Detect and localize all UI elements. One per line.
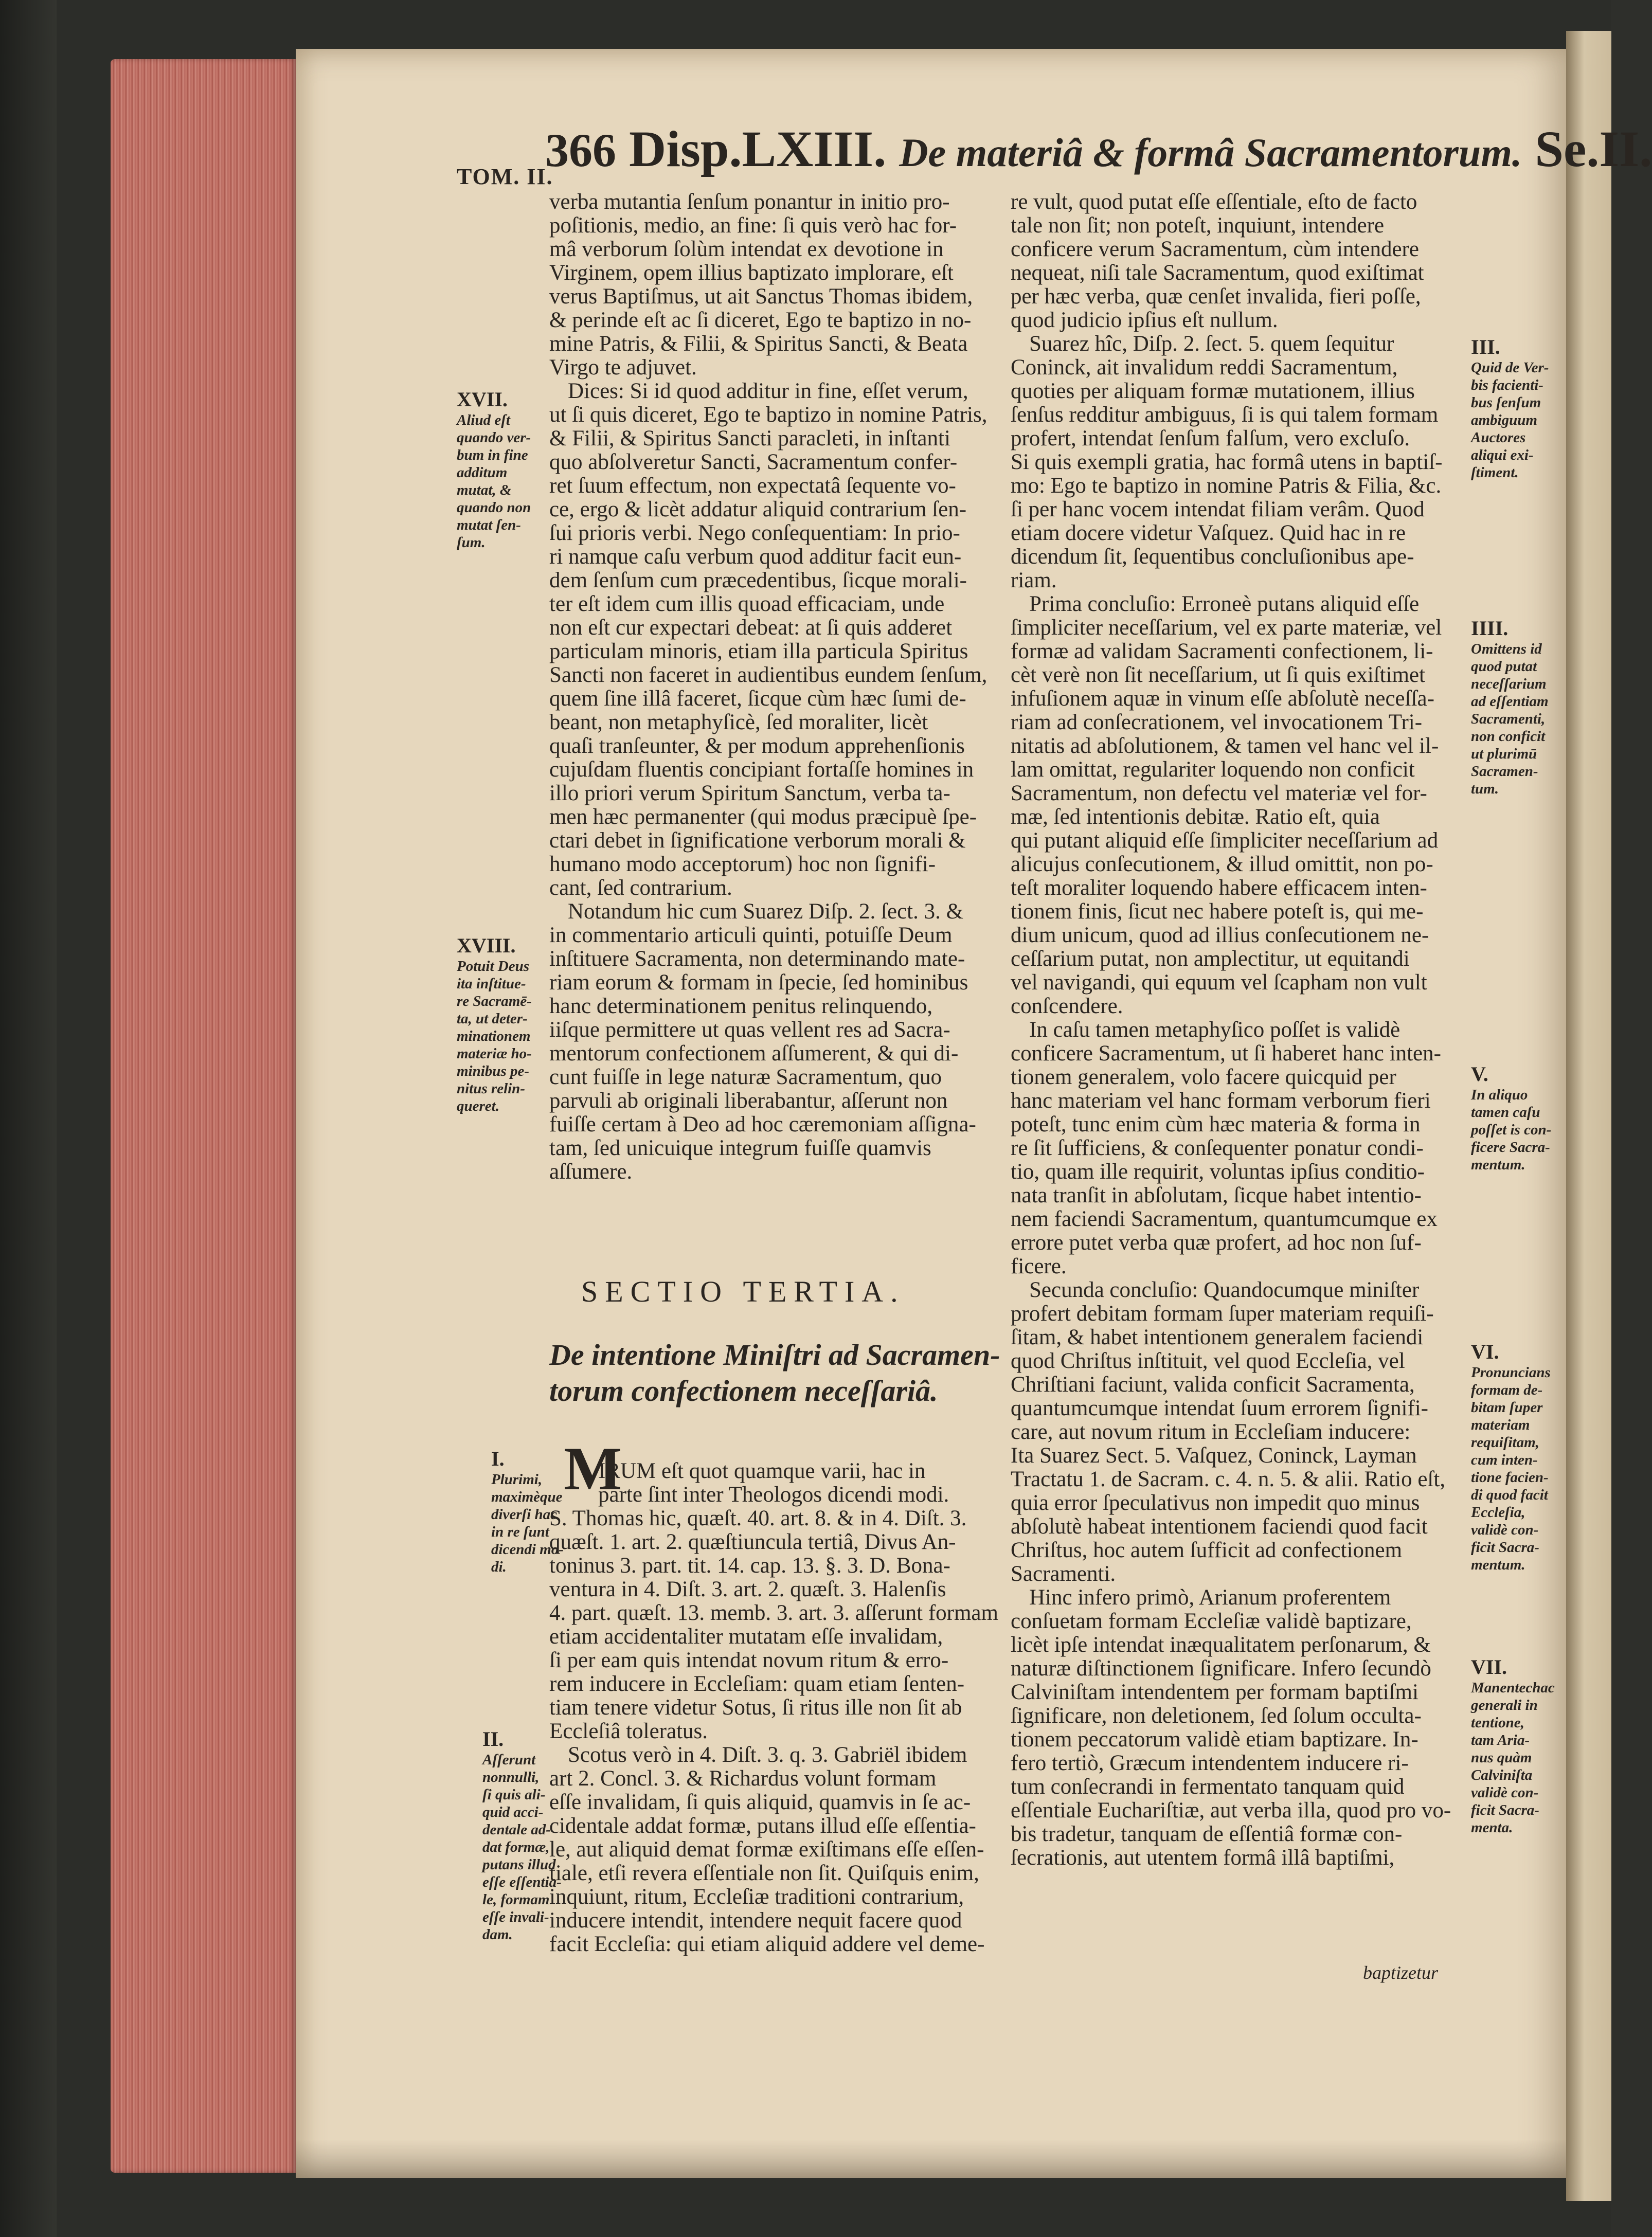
text-line: inquiunt, ritum, Eccleſiæ traditioni contrarium, — [549, 1885, 964, 1909]
section-subtitle-line: De intentione Miniſtri ad Sacramen- — [549, 1338, 1000, 1372]
marginal-note-line: non conficit — [1471, 728, 1546, 745]
text-line: fuiſſe certam à Deo ad hoc cæremoniam aſſigna- — [549, 1112, 976, 1136]
catchword: baptizetur — [1363, 1962, 1439, 1983]
text-line: riam eorum & formam in ſpecie, ſed hominibus — [549, 970, 968, 995]
marginal-note-line: minibus pe- — [457, 1063, 529, 1079]
text-line: qui putant aliquid eſſe ſimpliciter neceſſarium ad — [1011, 828, 1439, 853]
text-line: conficere Sacramentum, ut ſi haberet hanc inten- — [1011, 1041, 1441, 1066]
text-line: Virginem, opem illius baptizato implorare, eſt — [549, 261, 954, 285]
text-line: dem ſenſum cum præcedentibus, ſicque morali- — [549, 568, 967, 592]
text-line: toninus 3. part. tit. 14. cap. 13. §. 3. D. Bona- — [549, 1554, 950, 1578]
marginal-note-line: diverſi hac — [491, 1506, 558, 1523]
marginal-note-line: additum — [457, 464, 508, 481]
marginal-note-line: quod putat — [1471, 658, 1537, 675]
marginal-note-line: tum. — [1471, 781, 1499, 797]
marginal-note-line: re Sacramē- — [457, 993, 532, 1009]
marginal-note-line: nitus relin- — [457, 1080, 525, 1097]
text-line: cidentale addat formæ, putans illud eſſe eſſentia- — [549, 1814, 976, 1838]
marginal-note-line: queret. — [457, 1098, 499, 1114]
text-line: ce, ergo & licèt addatur aliquid contrarium ſen- — [549, 497, 967, 521]
text-line: profert, intendat ſenſum falſum, vero excluſo. — [1011, 426, 1410, 450]
text-line: inducere intendit, intendere nequit facere quod — [549, 1908, 962, 1933]
text-line: ſitam, & habet intentionem generalem faciendi — [1011, 1325, 1424, 1349]
facing-page-edge — [1566, 31, 1611, 2201]
text-line: ſimpliciter neceſſarium, vel ex parte materiæ, vel — [1011, 616, 1442, 640]
text-line: ut ſi quis diceret, Ego te baptizo in nomine Patris, — [549, 403, 987, 427]
marginal-note-line: requiſitam, — [1471, 1434, 1539, 1451]
text-line: cujuſdam fluentis concipiant fortaſſe homines in — [549, 757, 974, 782]
marginal-note-number: XVII. — [457, 388, 508, 411]
text-line: tiam tenere videtur Sotus, ſi ritus ille non ſit ab — [549, 1695, 962, 1720]
text-line: care, aut novum ritum in Eccleſiam inducere: — [1011, 1420, 1411, 1444]
marginal-note-line: Aliud eſt — [457, 412, 510, 428]
text-line: bis tradetur, tanquam de eſſentiâ formæ con- — [1011, 1822, 1403, 1846]
marginal-note-line: mentum. — [1471, 1157, 1525, 1173]
text-line: Virgo te adjuvet. — [549, 355, 697, 380]
marginal-note-line: Omittens id — [1471, 641, 1542, 657]
text-line: Sacramentum, non defectu vel materiæ vel for- — [1011, 781, 1427, 805]
text-line: 4. part. quæſt. 13. memb. 3. art. 3. aſſerunt formam — [549, 1601, 998, 1625]
text-line: riam. — [1011, 568, 1057, 592]
text-line: particulam minoris, etiam illa particula Spiritus — [549, 639, 968, 663]
text-line: ctari debet in ſignificatione verborum morali & — [549, 828, 966, 853]
marginal-note-line: ut plurimū — [1471, 746, 1537, 762]
text-line: quia error ſpeculativus non impedit quo minus — [1011, 1491, 1420, 1515]
marginal-note-line: Calviniſta — [1471, 1767, 1533, 1783]
text-line: quantumcumque intendat ſuum errorem ſignifi- — [1011, 1396, 1429, 1420]
marginal-note — [491, 1447, 564, 1576]
text-line: Scotus verò in 4. Diſt. 3. q. 3. Gabriël ibidem — [568, 1743, 967, 1767]
running-head — [545, 119, 1652, 178]
marginal-note — [1471, 617, 1549, 798]
text-line: vel navigandi, qui equum vel ſcapham non vult — [1011, 970, 1427, 995]
marginal-note-line: Manentechac — [1471, 1680, 1555, 1696]
text-line: ter eſt idem cum illis quoad efficaciam, unde — [549, 592, 945, 616]
text-line: Prima concluſio: Erroneè putans aliquid eſſe — [1029, 592, 1420, 616]
text-line: Calviniſtam intendentem per formam baptiſmi — [1011, 1680, 1418, 1704]
red-page-edges — [111, 59, 296, 2173]
marginal-note-number: VII. — [1471, 1655, 1507, 1679]
text-line: quaſi tranſeunter, & per modum apprehenſionis — [549, 734, 965, 758]
marginal-note-number: I. — [491, 1447, 505, 1470]
page-title: De materiâ & formâ Sacramentorum. — [899, 130, 1522, 175]
text-line: inſtituere Sacramenta, non determinando mate- — [549, 947, 965, 971]
marginal-note-line: tam Aria- — [1471, 1732, 1530, 1748]
marginal-note-line: menta. — [1471, 1819, 1513, 1836]
marginal-note-line: Auctores — [1471, 429, 1526, 446]
text-line: eſſe invalidam, ſi quis aliquid, quamvis in ſe ac- — [549, 1790, 971, 1814]
text-line: ret ſuum effectum, non expectatâ ſequente vo- — [549, 474, 956, 498]
text-line: tionem finis, ſicut nec habere poteſt is, qui me- — [1011, 899, 1424, 924]
text-line: art 2. Concl. 3. & Richardus volunt formam — [549, 1766, 937, 1791]
marginal-note — [457, 388, 531, 551]
marginal-note — [1471, 1655, 1555, 1836]
marginal-note-line: bitam ſuper — [1471, 1399, 1543, 1416]
text-line: Suarez hîc, Diſp. 2. ſect. 5. quem ſequitur — [1029, 332, 1394, 356]
marginal-note-line: ambiguum — [1471, 412, 1537, 428]
text-line: nata tranſit in abſolutam, ſicque habet intentio- — [1011, 1183, 1422, 1207]
marginal-note-line: validè con- — [1471, 1784, 1539, 1801]
text-line: riam ad conſecrationem, vel invocationem Tri- — [1011, 710, 1423, 734]
marginal-note-line: materiæ ho- — [457, 1045, 532, 1062]
marginal-note — [457, 934, 532, 1115]
marginal-note-line: Aſſerunt — [482, 1752, 536, 1768]
marginal-note-line: dam. — [482, 1926, 513, 1943]
marginal-note-number: III. — [1471, 335, 1500, 358]
marginal-note-line: ſum. — [457, 534, 486, 551]
text-line: ſignificare, non deletionem, ſed ſolum occulta- — [1011, 1704, 1422, 1728]
text-line: Sancti non faceret in audientibus eundem ſenſum, — [549, 663, 987, 687]
text-line: fero tertiò, Græcum intendentem inducere ri- — [1011, 1751, 1409, 1775]
marginal-note-line: in re ſunt — [491, 1524, 549, 1540]
marginal-note-line: dentale ad- — [482, 1821, 551, 1838]
marginal-note-line: bum in fine — [457, 447, 528, 463]
marginal-note-number: II. — [482, 1727, 504, 1751]
text-line: ſi per hanc vocem intendat filiam verâm. Quod — [1011, 497, 1425, 521]
text-line: cèt verè non ſit neceſſarium, ut ſi quis exiſtimet — [1011, 663, 1426, 687]
text-line: verus Baptiſmus, ut ait Sanctus Thomas ibidem, — [549, 284, 973, 309]
text-line: ſecrationis, aut utentem formâ illâ baptiſmi, — [1011, 1846, 1395, 1870]
text-line: men hæc permanenter (qui modus præcipuè ſpe- — [549, 805, 977, 829]
text-line: hanc materiam vel hanc formam verborum fieri — [1011, 1089, 1431, 1113]
marginal-note-line: ficere Sacra- — [1471, 1139, 1550, 1156]
text-line: lam omittat, regulariter loquendo non conficit — [1011, 757, 1415, 782]
right-column — [1011, 190, 1458, 1870]
text-line: dicendum ſit, ſequentibus concluſionibus ape- — [1011, 545, 1414, 569]
text-line: Chriſtiani faciunt, valida conficit Sacramenta, — [1011, 1373, 1415, 1397]
marginal-note-line: Sacramenti, — [1471, 711, 1546, 727]
text-line: beant, non metaphyſicè, ſed moraliter, licèt — [549, 710, 928, 734]
text-line: eſſentiale Euchariſtiæ, aut verba illa, quod pro vo- — [1011, 1798, 1451, 1823]
marginal-note-number: VI. — [1471, 1340, 1499, 1363]
text-line: infuſionem aquæ in vinum eſſe abſolutè neceſſa- — [1011, 687, 1434, 711]
text-line: Si quis exempli gratia, hac formâ utens in baptiſ- — [1011, 450, 1443, 474]
text-line: cunt fuiſſe in lege naturæ Sacramentum, quo — [549, 1065, 942, 1089]
text-line: quo abſolveretur Sancti, Sacramentum confer- — [549, 450, 958, 474]
text-line: mentorum confectionem aſſumerent, & qui di- — [549, 1041, 959, 1066]
text-line: poſitionis, medio, an fine: ſi quis verò hac for- — [549, 213, 957, 238]
text-line: etiam accidentaliter mutatam eſſe invalidam, — [549, 1625, 943, 1649]
text-line: & Filii, & Spiritus Sancti paracleti, in inſtanti — [549, 426, 950, 450]
marginal-note-line: ſi quis ali- — [482, 1787, 546, 1803]
marginal-note-line: Potuit Deus — [457, 958, 529, 975]
text-line: parte ſint inter Theologos dicendi modi. — [598, 1483, 949, 1507]
text-line: quoties per aliquam formæ mutationem, illius — [1011, 379, 1415, 403]
marginal-note-line: formam de- — [1471, 1382, 1543, 1398]
marginal-note-line: minationem — [457, 1028, 531, 1044]
text-line: ſui prioris verbi. Nego conſequentiam: In prio- — [549, 521, 960, 545]
marginal-note-line: tione facien- — [1471, 1469, 1549, 1486]
text-line: Eccleſiâ toleratus. — [549, 1719, 708, 1743]
volume-label: TOM. II. — [457, 164, 553, 189]
marginal-note-line: quando non — [457, 499, 531, 516]
text-line: & perinde eſt ac ſi diceret, Ego te baptizo in no- — [549, 308, 972, 332]
drop-cap: M — [564, 1434, 622, 1503]
section-label: Se.II. — [1535, 120, 1652, 177]
marginal-note-line: Quid de Ver- — [1471, 359, 1549, 376]
text-line: conſcendere. — [1011, 994, 1123, 1018]
text-line: tale non ſit; non poteſt, inquiunt, intendere — [1011, 213, 1385, 238]
marginal-note-line: poſſet is con- — [1471, 1122, 1552, 1138]
left-column — [549, 190, 1002, 1184]
text-line: naturæ diſtinctionem ſignificare. Infero ſecundò — [1011, 1656, 1431, 1681]
marginal-note — [1471, 335, 1549, 481]
marginal-note-line: mutat, & — [457, 482, 512, 498]
marginal-note-line: di quod facit — [1471, 1487, 1548, 1503]
text-line: verba mutantia ſenſum ponantur in initio pro- — [549, 190, 950, 214]
text-line: non eſt cur expectari debeat: at ſi quis adderet — [549, 616, 953, 640]
marginal-note-line: maximèque — [491, 1489, 563, 1505]
text-line: ſenſus redditur ambiguus, ſi is qui talem formam — [1011, 403, 1439, 427]
marginal-note-line: bis facienti- — [1471, 377, 1543, 393]
text-line: quem ſine illâ faceret, ſicque cùm hæc ſumi de- — [549, 687, 966, 711]
text-line: mâ verborum ſolùm intendat ex devotione in — [549, 237, 944, 261]
marginal-note-line: Plurimi, — [491, 1471, 543, 1488]
text-line: le, aut aliquid demat formæ exiſtimans eſſe eſſen- — [549, 1837, 984, 1862]
text-line: Notandum hic cum Suarez Diſp. 2. ſect. 3. & — [568, 899, 964, 924]
marginal-note — [482, 1727, 562, 1943]
marginal-note-line: quando ver- — [457, 429, 531, 446]
text-line: Sacramenti. — [1011, 1562, 1116, 1586]
marginal-note-line: ita inſtitue- — [457, 976, 526, 992]
text-line: Coninck, ait invalidum reddi Sacramentum, — [1011, 355, 1398, 380]
text-line: Secunda concluſio: Quandocumque miniſter — [1029, 1278, 1420, 1302]
page-number: 366 — [545, 124, 616, 176]
marginal-note-line: ficit Sacra- — [1471, 1802, 1539, 1818]
text-line: illo priori verum Spiritum Sanctum, verba ta- — [549, 781, 950, 805]
marginal-note-line: eſſe invali- — [482, 1909, 549, 1925]
marginal-note-line: putans illud — [482, 1856, 556, 1873]
text-line: Dices: Si id quod additur in fine, eſſet verum, — [568, 379, 968, 403]
marginal-note-line: ſtiment. — [1471, 464, 1519, 481]
text-line: In caſu tamen metaphyſico poſſet is validè — [1029, 1018, 1400, 1042]
text-line: etiam docere videtur Vaſquez. Quid hac in re — [1011, 521, 1406, 545]
text-line: dium unicum, quod ad illius conſecutionem ne- — [1011, 923, 1429, 947]
text-line: ceſſarium putat, non amplectitur, ut equitandi — [1011, 947, 1410, 971]
marginal-note-line: ad eſſentiam — [1471, 693, 1549, 710]
text-line: ventura in 4. Diſt. 3. art. 2. quæſt. 3. Halenſis — [549, 1577, 946, 1601]
text-line: mæ, ſed intentionis debitæ. Ratio eſt, quia — [1011, 805, 1380, 829]
text-line: re vult, quod putat eſſe eſſentiale, eſto de facto — [1011, 190, 1417, 214]
marginal-note-line: dat formæ, — [482, 1839, 550, 1855]
marginal-note-line: eſſe eſſentia- — [482, 1874, 562, 1890]
text-line: cant, ſed contrarium. — [549, 876, 732, 900]
marginal-note-line: ficit Sacra- — [1471, 1539, 1539, 1556]
marginal-note — [1471, 1340, 1551, 1574]
text-line: licèt ipſe intendat inæqualitatem perſonarum, & — [1011, 1633, 1431, 1657]
marginal-note-line: ta, ut deter- — [457, 1011, 528, 1027]
text-line: conficere verum Sacramentum, cùm intendere — [1011, 237, 1419, 261]
text-line: tionem generalem, volo facere quicquid per — [1011, 1065, 1396, 1089]
marginal-note-line: di. — [491, 1559, 507, 1575]
text-line: errore putet verba quæ profert, ad hoc non ſuf- — [1011, 1231, 1422, 1255]
text-line: conſuetam formam Eccleſiæ validè baptizare, — [1011, 1609, 1412, 1633]
marginal-note-line: tentione, — [1471, 1715, 1524, 1731]
marginal-note-line: In aliquo — [1471, 1087, 1528, 1103]
binding-edge — [0, 0, 57, 2237]
text-line: formæ ad validam Sacramenti confectionem, li- — [1011, 639, 1433, 663]
marginal-note-number: XVIII. — [457, 934, 516, 957]
text-line: iiſque permittere ut quas vellent res ad Sacra- — [549, 1018, 950, 1042]
left-column-bottom — [549, 1459, 1002, 1956]
marginal-note-line: dicendi mo- — [491, 1541, 564, 1558]
marginal-note-line: Eccleſia, — [1471, 1504, 1525, 1521]
text-line: quod judicio ipſius eſt nullum. — [1011, 308, 1278, 332]
text-line: abſolutè habeat intentionem faciendi quod facit — [1011, 1514, 1428, 1539]
text-line: teſt moraliter loquendo habere efficacem inten- — [1011, 876, 1427, 900]
text-line: tio, quam ille requirit, voluntas ipſius conditio- — [1011, 1160, 1425, 1184]
text-line: parvuli ab originali liberabantur, aſſerunt non — [549, 1089, 948, 1113]
text-line: Chriſtus, hoc autem ſufficit ad confectionem — [1011, 1538, 1403, 1562]
text-line: re ſit ſufficiens, & conſequenter ponatur condi- — [1011, 1136, 1424, 1160]
marginal-note-line: le, formam — [482, 1891, 550, 1908]
page-shadow — [296, 2139, 1566, 2178]
right-column-text — [1011, 190, 1458, 1870]
disputation-label: Disp.LXIII. — [629, 120, 887, 177]
marginal-note-line: quid acci- — [482, 1804, 544, 1820]
text-line: nequeat, niſi tale Sacramentum, quod exiſtimat — [1011, 261, 1424, 285]
text-line: poteſt, tunc enim cùm hæc materia & forma in — [1011, 1112, 1421, 1136]
marginal-note-line: nonnulli, — [482, 1769, 540, 1785]
text-line: quod Chriſtus inſtituit, vel quod Eccleſia, vel — [1011, 1349, 1405, 1373]
marginal-note-line: generali in — [1471, 1697, 1538, 1713]
marginal-note-line: bus ſenſum — [1471, 394, 1541, 411]
text-line: hanc determinationem penitus relinquendo, — [549, 994, 933, 1018]
text-line: Hinc infero primò, Arianum proferentem — [1029, 1585, 1391, 1610]
marginal-note-line: Pronuncians — [1471, 1364, 1551, 1381]
text-line: ri namque caſu verbum quod additur facit eun- — [549, 545, 962, 569]
section-subtitle — [549, 1337, 1000, 1409]
marginal-note-line: validè con- — [1471, 1522, 1539, 1538]
text-line: tum conſecrandi in fermentato tanquam quid — [1011, 1775, 1405, 1799]
text-line: tam, ſed unicuique integrum fuiſſe quamvis — [549, 1136, 931, 1160]
text-line: alicujus conſecutionem, & illud omittit, non po- — [1011, 852, 1433, 876]
text-line: humano modo acceptorum) hoc non ſignifi- — [549, 852, 936, 876]
marginal-note-number: IIII. — [1471, 617, 1509, 640]
marginal-note-line: materiam — [1471, 1417, 1530, 1433]
marginal-note-line: neceſſarium — [1471, 676, 1547, 692]
text-line: profert debitam formam ſuper materiam requiſi- — [1011, 1302, 1434, 1326]
section-subtitle-line: torum confectionem neceſſariâ. — [549, 1374, 938, 1408]
text-line: quæſt. 1. art. 2. quæſtiuncula tertiâ, Divus An- — [549, 1530, 956, 1554]
text-line: mine Patris, & Filii, & Spiritus Sancti, & Beata — [549, 332, 968, 356]
text-line: IRUM eſt quot quamque varii, hac in — [598, 1459, 926, 1483]
text-line: Ita Suarez Sect. 5. Vaſquez, Coninck, Layman — [1011, 1444, 1417, 1468]
marginal-note — [1471, 1062, 1552, 1174]
marginal-note-line: nus quàm — [1471, 1749, 1532, 1766]
marginal-note-line: mentum. — [1471, 1557, 1525, 1573]
left-column-top-text — [549, 190, 1002, 1184]
text-line: aſſumere. — [549, 1160, 633, 1184]
marginal-note-line: tamen caſu — [1471, 1104, 1540, 1121]
text-line: ſi per eam quis intendat novum ritum & erro- — [549, 1648, 949, 1672]
text-line: mo: Ego te baptizo in nomine Patris & Filia, &c. — [1011, 474, 1442, 498]
marginal-note-line: cum inten- — [1471, 1452, 1538, 1468]
text-line: nitatis ad abſolutionem, & tamen vel hanc vel il- — [1011, 734, 1439, 758]
text-line: S. Thomas hic, quæſt. 40. art. 8. & in 4. Diſt. 3. — [549, 1506, 967, 1530]
marginal-note-line: Sacramen- — [1471, 763, 1538, 780]
text-line: ficere. — [1011, 1254, 1067, 1278]
text-line: nem faciendi Sacramentum, quantumcumque ex — [1011, 1207, 1438, 1231]
text-line: tionem peccatorum validè etiam baptizare. In- — [1011, 1727, 1418, 1752]
text-line: Tractatu 1. de Sacram. c. 4. n. 5. & alii. Ratio eſt, — [1011, 1467, 1446, 1491]
marginal-note-line: aliqui exi- — [1471, 447, 1534, 463]
text-line: tiale, etſi revera eſſentiale non ſit. Quiſquis enim, — [549, 1861, 979, 1885]
marginal-note-line: mutat ſen- — [457, 517, 521, 533]
text-line: in commentario articuli quinti, potuiſſe Deum — [549, 923, 953, 947]
text-line: facit Eccleſia: qui etiam aliquid addere vel deme- — [549, 1932, 985, 1956]
text-line: rem inducere in Eccleſiam: quam etiam ſenten- — [549, 1672, 965, 1696]
text-line: per hæc verba, quæ cenſet invalida, fieri poſſe, — [1011, 284, 1421, 309]
marginal-note-number: V. — [1471, 1062, 1488, 1086]
section-heading: SECTIO TERTIA. — [581, 1275, 905, 1308]
left-column-bottom-text — [549, 1459, 1002, 1956]
